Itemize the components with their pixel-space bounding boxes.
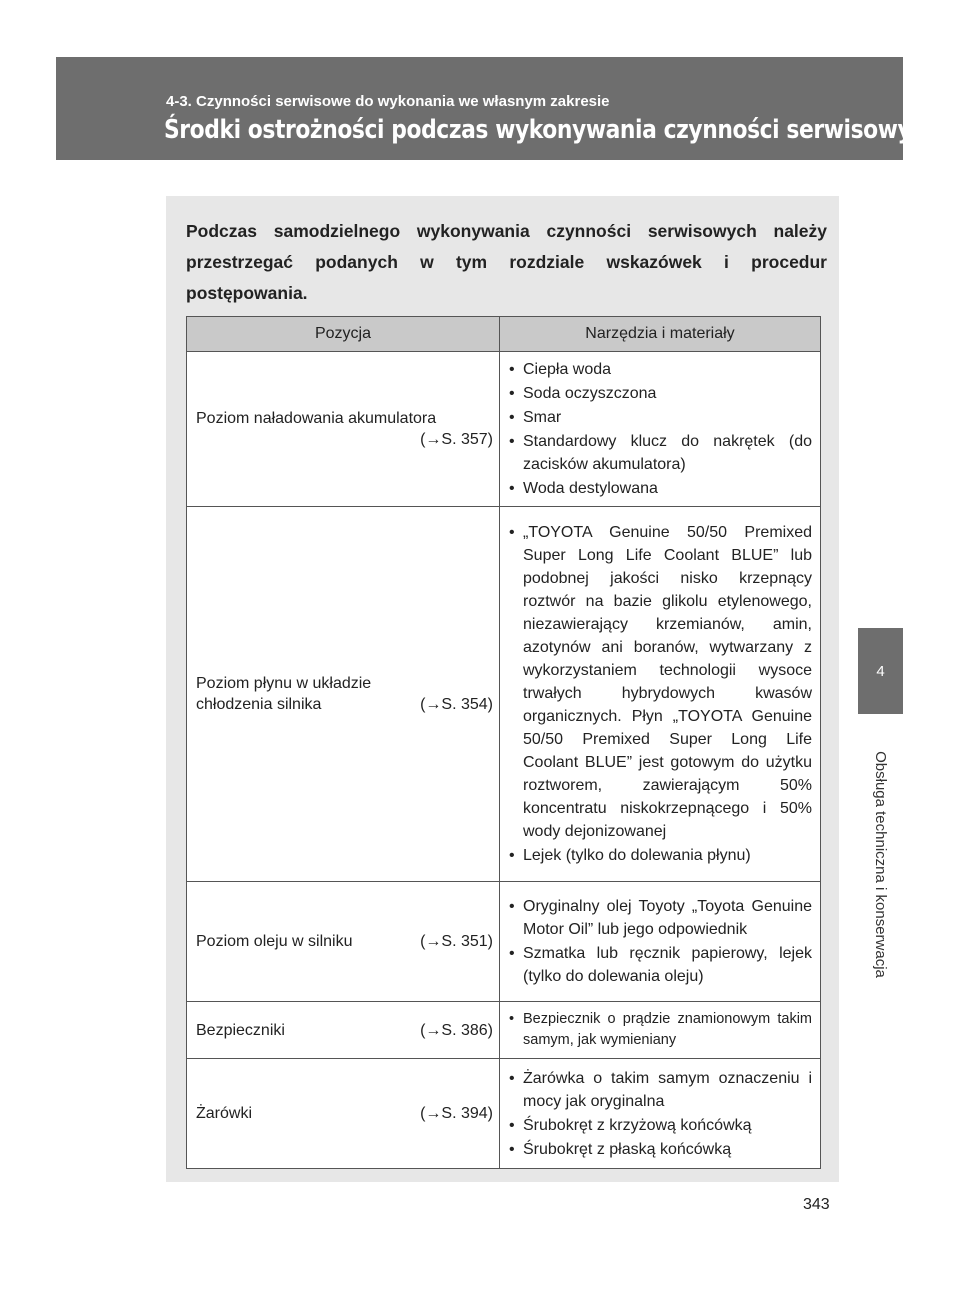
tool-item: • Ciepła woda <box>508 358 812 381</box>
table-row <box>187 1059 821 1169</box>
tool-item: • Szmatka lub ręcznik papierowy, lejek (tylko do dolewania oleju) <box>508 942 812 988</box>
chapter-tab-label-text: Obsługa techniczna i konserwacja <box>872 750 890 978</box>
tools-cell <box>500 352 821 507</box>
content-panel <box>166 196 839 1182</box>
tool-item: • Bezpiecznik o prądzie znamionowym takim samym, jak wymieniany <box>508 1009 812 1051</box>
item-name: chłodzenia silnika <box>196 696 322 713</box>
page-title: Środki ostrożności podczas wykonywania czynności serwisowych <box>164 115 939 145</box>
item-cell <box>187 1059 500 1169</box>
tools-cell <box>500 882 821 1002</box>
tool-item: • Lejek (tylko do dolewania płynu) <box>508 844 812 867</box>
tool-item: • Woda destylowana <box>508 477 812 500</box>
tool-item: • Soda oczyszczona <box>508 382 812 405</box>
tool-item: • Śrubokręt z płaską końcówką <box>508 1138 812 1161</box>
page-reference: (→S. 394) <box>420 1105 493 1122</box>
page-reference: (→S. 354) <box>420 696 493 713</box>
item-name: Poziom oleju w silniku <box>196 933 353 950</box>
tools-cell <box>500 1002 821 1059</box>
table-row <box>187 1002 821 1059</box>
tool-item: • Żarówka o takim samym oznaczeniu i mocy jak oryginalna <box>508 1067 812 1113</box>
page-reference: (→S. 357) <box>420 431 493 448</box>
chapter-header <box>56 57 939 160</box>
item-name: Poziom naładowania akumulatora <box>196 410 437 427</box>
item-cell <box>187 1002 500 1059</box>
tools-cell <box>500 1059 821 1169</box>
column-header-item: Pozycja <box>187 317 500 352</box>
tool-item: • Śrubokręt z krzyżową końcówką <box>508 1114 812 1137</box>
tool-item: • „TOYOTA Genuine 50/50 Premixed Super Long Life Coolant BLUE” lub podobnej jakości nisko krzepnący roztwór na bazie glikolu etylenowego, niezawierający krzemianów, amin, azotynów ani boranów, wytwarzany z wykorzystaniem technologii wysoce trwałych hybrydowych kwasów organicznych. Płyn „TOYOTA Genuine 50/50 Premixed Super Long Life Coolant BLUE” jest gotowym do użytku roztworem, zawierającym 50% koncentratu niskokrzepnącego i 50% wody dejonizowanej <box>508 521 812 843</box>
item-cell <box>187 882 500 1002</box>
item-cell <box>187 507 500 882</box>
column-header-tools: Narzędzia i materiały <box>500 317 821 352</box>
tool-item: • Smar <box>508 406 812 429</box>
table-header-row <box>187 317 821 352</box>
intro-paragraph: Podczas samodzielnego wykonywania czynności serwisowych należy przestrzegać podanych w tym rozdziale wskazówek i procedur postępowania. <box>186 221 827 303</box>
table-row <box>187 352 821 507</box>
chapter-tab-number: 4 <box>858 628 903 714</box>
page-number: 343 <box>803 1196 830 1213</box>
page-reference: (→S. 351) <box>420 933 493 950</box>
tools-cell <box>500 507 821 882</box>
page-reference: (→S. 386) <box>420 1021 493 1039</box>
item-name: Żarówki <box>196 1105 253 1122</box>
table-row <box>187 882 821 1002</box>
tool-item: • Standardowy klucz do nakrętek (do zacisków akumulatora) <box>508 430 812 476</box>
table-row <box>187 507 821 882</box>
chapter-tab-label <box>858 714 903 1014</box>
item-name: Bezpieczniki <box>196 1021 285 1039</box>
tool-item: • Oryginalny olej Toyoty „Toyota Genuine Motor Oil” lub jego odpowiednik <box>508 895 812 941</box>
maintenance-table <box>186 316 821 1169</box>
section-title: 4-3. Czynności serwisowe do wykonania we własnym zakresie <box>166 93 610 110</box>
item-cell <box>187 352 500 507</box>
item-name: Poziom płynu w układzie <box>196 675 372 692</box>
